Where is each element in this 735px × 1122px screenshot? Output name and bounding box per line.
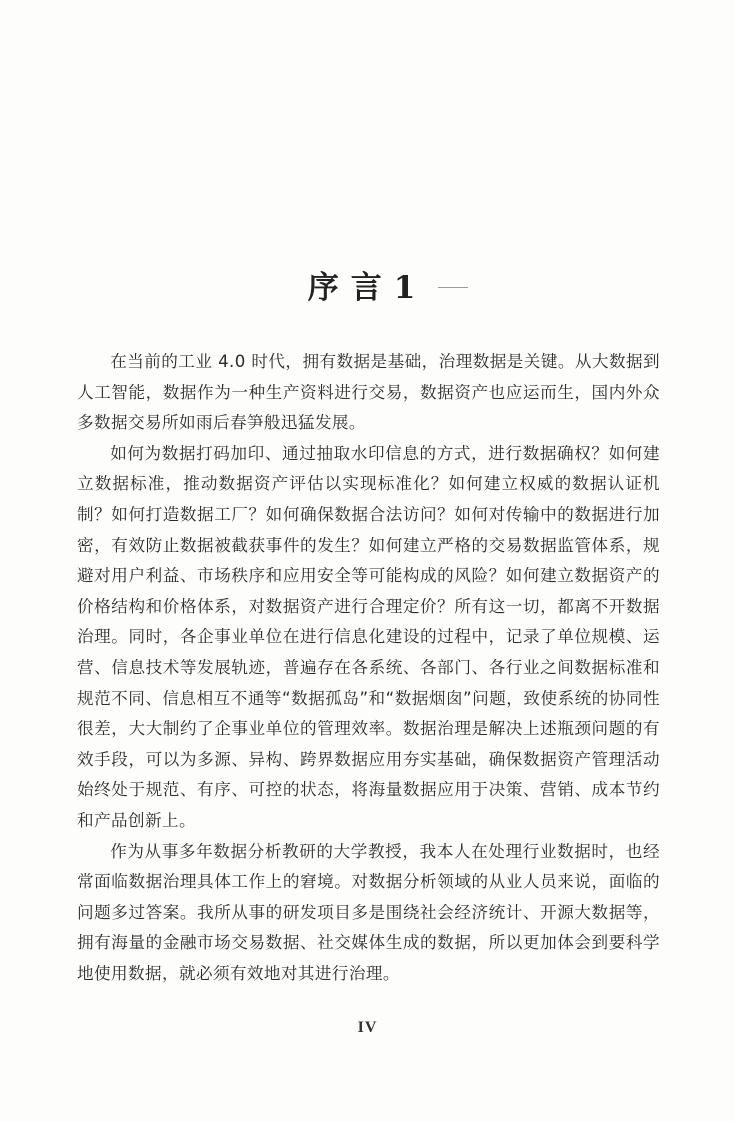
page-title: 序言1: [307, 270, 428, 306]
paragraph-3: 作为从事多年数据分析教研的大学教授，我本人在处理行业数据时，也经常面临数据治理具体工作上的窘境。对数据分析领域的从业人员来说，面临的问题多过答案。我所从事的研发项目多是围绕社会经济统计、开源大数据等，拥有海量的金融市场交易数据、社交媒体生成的数据，所以更加体会到要科学地使用数据，就必须有效地对其进行治理。: [77, 841, 660, 983]
title-decoration-dash: [438, 287, 468, 288]
title-container: [0, 262, 735, 307]
paragraph-1: 在当前的工业 4.0 时代，拥有数据是基础，治理数据是关键。从大数据到人工智能，数据作为一种生产资料进行交易，数据资产也应运而生，国内外众多数据交易所如雨后春笋般迅猛发展。: [77, 352, 660, 433]
paragraph-2: 如何为数据打码加印、通过抽取水印信息的方式，进行数据确权？如何建立数据标准，推动数据资产评估以实现标准化？如何建立权威的数据认证机制？如何打造数据工厂？如何确保数据合法访问？如何对传输中的数据进行加密，有效防止数据被截获事件的发生？如何建立严格的交易数据监管体系，规避对用户利益、市场秩序和应用安全等可能构成的风险？如何建立数据资产的价格结构和价格体系，对数据资产进行合理定价？所有这一切，都离不开数据治理。同时，各企事业单位在进行信息化建设的过程中，记录了单位规模、运营、信息技术等发展轨迹，普遍存在各系统、各部门、各行业之间数据标准和规范不同、信息相互不通等“数据孤岛”和“数据烟囱”问题，致使系统的协同性很差，大大制约了企事业单位的管理效率。数据治理是解决上述瓶颈问题的有效手段，可以为多源、异构、跨界数据应用夯实基础，确保数据资产管理活动始终处于规范、有序、可控的状态，将海量数据应用于决策、营销、成本节约和产品创新上。: [77, 443, 660, 830]
body-text: [77, 347, 660, 989]
page-number: IV: [357, 1019, 378, 1036]
